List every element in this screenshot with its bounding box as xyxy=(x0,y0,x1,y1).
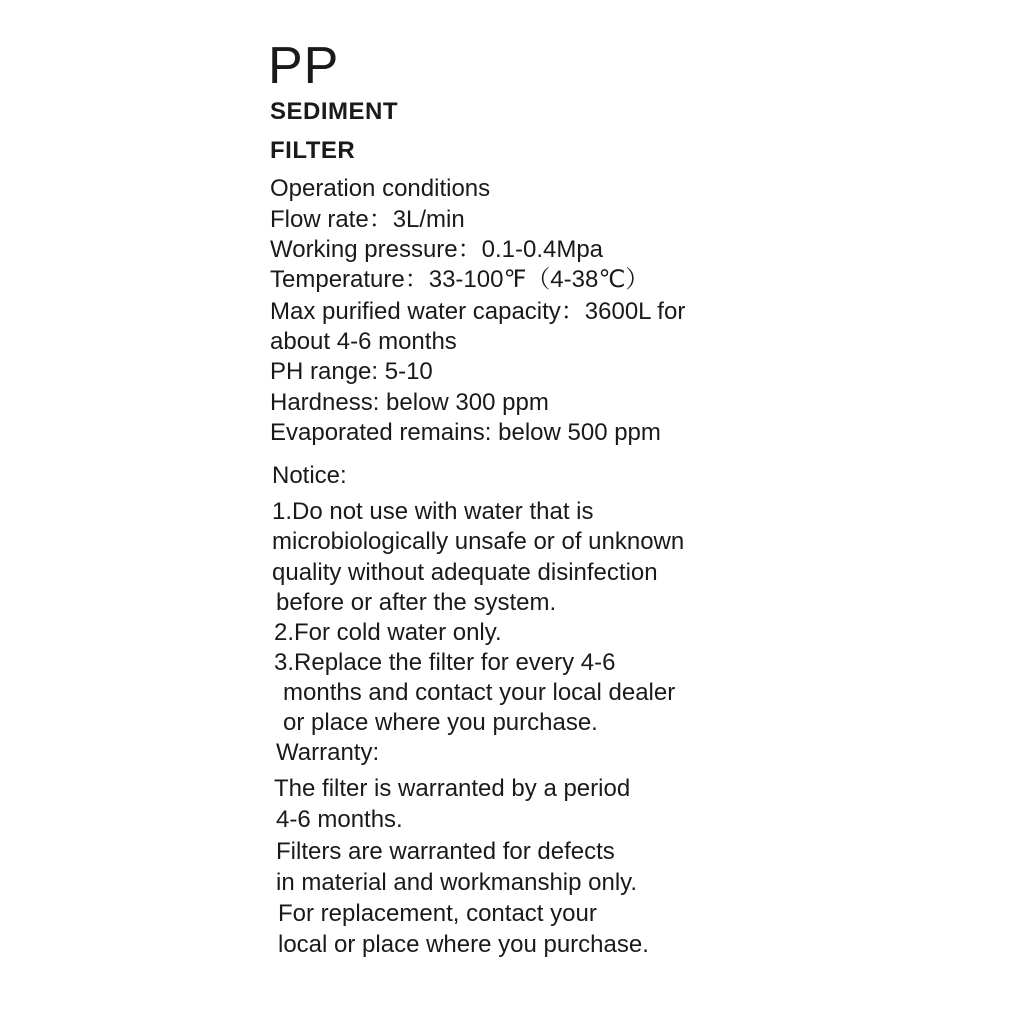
notice-line: 3.Replace the filter for every 4-6 xyxy=(274,649,616,676)
operation-conditions-heading: Operation conditions xyxy=(270,175,491,202)
warranty-line: Filters are warranted for defects xyxy=(276,838,615,865)
operation-line: Evaporated remains: below 500 ppm xyxy=(270,419,661,446)
product-subtitle-line2: FILTER xyxy=(270,137,356,164)
notice-line: 2.For cold water only. xyxy=(274,619,502,646)
product-title: PP xyxy=(268,37,340,95)
operation-line: Temperature：33-100℉（4-38℃） xyxy=(270,266,650,293)
warranty-line: The filter is warranted by a period xyxy=(274,775,631,802)
warranty-line: in material and workmanship only. xyxy=(276,869,638,896)
warranty-line: local or place where you purchase. xyxy=(278,931,649,958)
operation-line: Flow rate：3L/min xyxy=(270,206,465,233)
notice-heading: Notice: xyxy=(272,462,347,489)
operation-line: Working pressure：0.1-0.4Mpa xyxy=(270,236,604,263)
notice-line: before or after the system. xyxy=(276,589,557,616)
operation-line: PH range: 5-10 xyxy=(270,358,433,385)
operation-line: Hardness: below 300 ppm xyxy=(270,389,549,416)
product-subtitle-line1: SEDIMENT xyxy=(270,98,399,125)
notice-line: months and contact your local dealer xyxy=(283,679,676,706)
operation-line: about 4-6 months xyxy=(270,328,457,355)
notice-line: quality without adequate disinfection xyxy=(272,559,658,586)
operation-line: Max purified water capacity：3600L for xyxy=(270,298,686,325)
notice-line: microbiologically unsafe or of unknown xyxy=(272,528,685,555)
warranty-line: 4-6 months. xyxy=(276,806,403,833)
notice-line: or place where you purchase. xyxy=(283,709,598,736)
warranty-heading: Warranty: xyxy=(276,739,380,766)
notice-line: 1.Do not use with water that is xyxy=(272,498,594,525)
warranty-line: For replacement, contact your xyxy=(278,900,597,927)
